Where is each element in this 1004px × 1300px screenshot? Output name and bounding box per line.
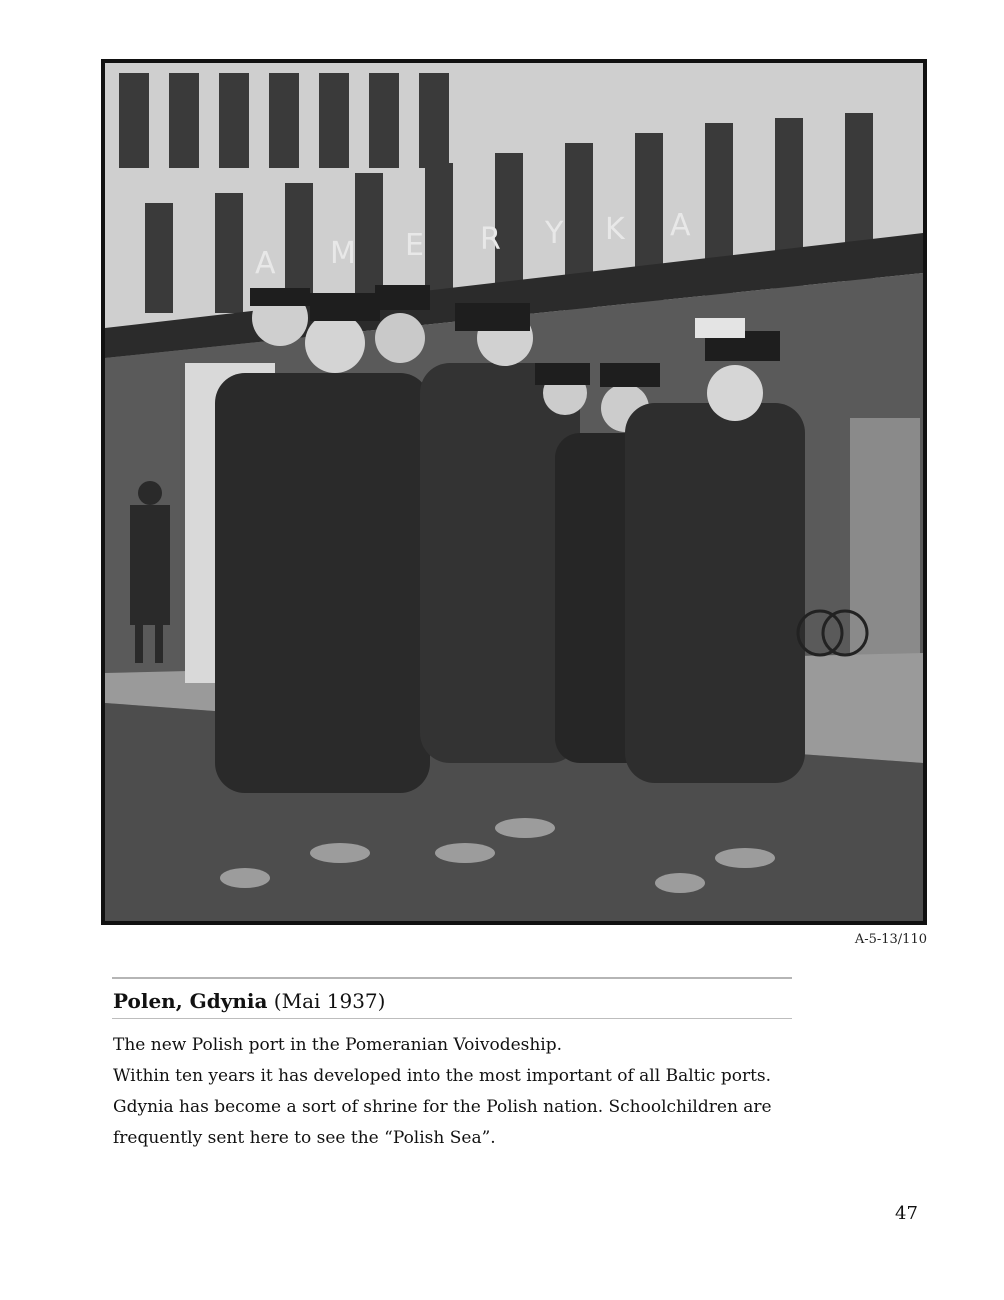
doorway <box>850 418 920 658</box>
caption-place: Polen, Gdynia <box>113 989 268 1013</box>
caption-rule-top <box>112 977 792 979</box>
sign-letter: Y <box>545 216 564 251</box>
caption-date: (Mai 1937) <box>273 989 386 1013</box>
sign-letter: A <box>670 208 691 243</box>
sign-letter: A <box>255 246 276 281</box>
photograph <box>101 59 927 925</box>
photo-illustration <box>105 63 923 921</box>
caption-title <box>113 987 385 1015</box>
sign-letter: M <box>330 236 356 271</box>
sign-letter: R <box>480 222 501 257</box>
sign-letter: E <box>405 228 424 263</box>
page-number: 47 <box>895 1203 918 1224</box>
caption-body <box>113 1030 813 1154</box>
sign-letter: K <box>605 212 625 247</box>
boy-dark-coat-4 <box>625 403 805 783</box>
caption-line: The new Polish port in the Pomeranian Voivodeship. <box>113 1035 563 1055</box>
caption-line: Gdynia has become a sort of shrine for the Polish nation. Schoolchildren are <box>113 1097 772 1117</box>
caption-line: frequently sent here to see the “Polish Sea”. <box>113 1128 496 1148</box>
boy-dark-coat-1 <box>215 373 430 793</box>
caption-line: Within ten years it has developed into the most important of all Baltic ports. <box>113 1066 772 1086</box>
photo-id: A-5-13/110 <box>854 932 927 947</box>
caption-rule-bottom <box>112 1018 792 1019</box>
